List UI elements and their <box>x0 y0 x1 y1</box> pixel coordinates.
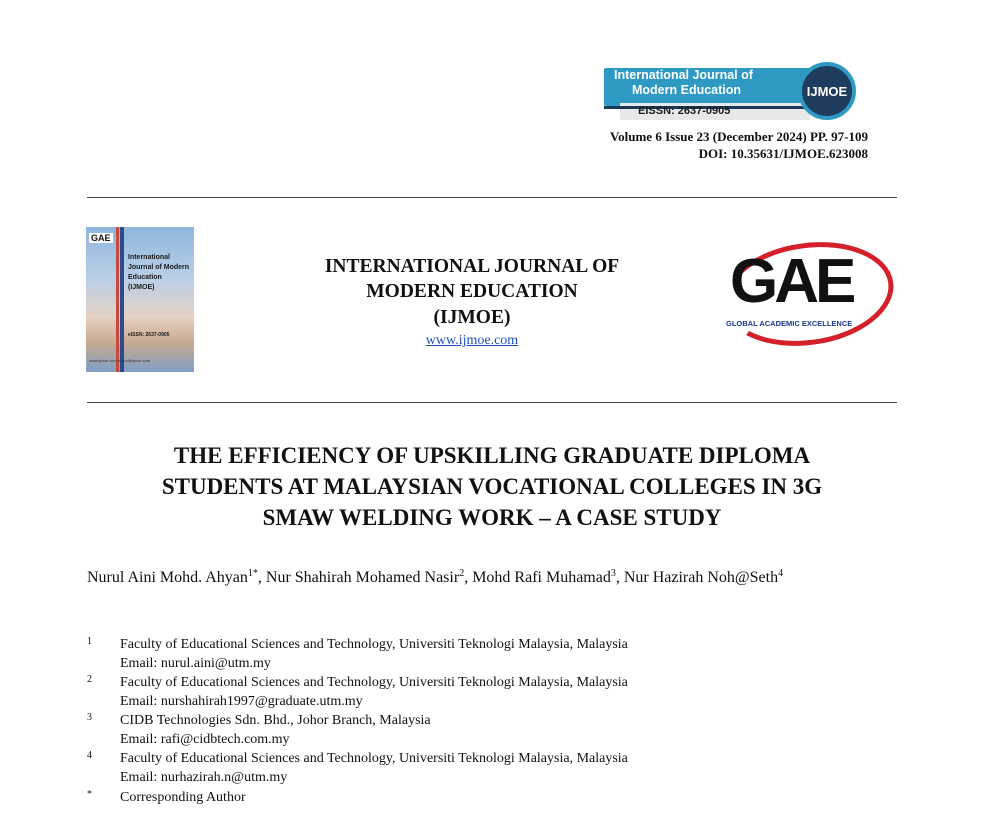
affiliation-email: Email: nurshahirah1997@graduate.utm.my <box>120 694 363 709</box>
badge-title-line2: Modern Education <box>632 83 742 97</box>
journal-title-line2: MODERN EDUCATION <box>366 281 578 302</box>
affiliation-number: 3 <box>87 712 92 723</box>
publisher-logo-subtitle: GLOBAL ACADEMIC EXCELLENCE <box>726 319 853 328</box>
paper-title-line1: THE EFFICIENCY OF UPSKILLING GRADUATE DIPLOMA <box>173 443 811 468</box>
badge-eissn: EISSN: 2637-0905 <box>638 105 731 117</box>
badge-acronym-circle <box>798 62 856 120</box>
cover-title: International Journal of Modern Education (IJMOE) <box>128 254 190 291</box>
cover-blue-band <box>120 227 124 372</box>
paper-title-line2: STUDENTS AT MALAYSIAN VOCATIONAL COLLEGES IN 3G <box>161 474 823 499</box>
cover-red-band <box>116 227 119 372</box>
author-superscript: 4 <box>778 568 784 579</box>
affiliation-text: Faculty of Educational Sciences and Technology, Universiti Teknologi Malaysia, Malaysia <box>120 637 628 652</box>
author-superscript: 3 <box>610 568 616 579</box>
top-divider <box>87 197 897 198</box>
affiliation-number: 4 <box>87 750 92 761</box>
author-name: Nur Hazirah Noh@Seth <box>623 569 779 586</box>
journal-website-link[interactable]: www.ijmoe.com <box>425 333 519 348</box>
affiliation-text: Faculty of Educational Sciences and Technology, Universiti Teknologi Malaysia, Malaysia <box>120 675 628 690</box>
affiliation-email: Email: rafi@cidbtech.com.my <box>120 732 290 747</box>
affiliation-email: Email: nurhazirah.n@utm.my <box>120 770 288 785</box>
journal-badge-logo <box>604 62 866 124</box>
affiliation-number: 2 <box>87 674 92 685</box>
corresponding-text: Corresponding Author <box>120 790 246 805</box>
volume-info: Volume 6 Issue 23 (December 2024) PP. 97-109 <box>609 129 868 144</box>
badge-acronym: IJMOE <box>806 83 848 99</box>
author-list: Nurul Aini Mohd. Ahyan$^{1*}$, Nur Shahirah Mohamed Nasir$^2$, Mohd Rafi Muhamad$^3$, Nur Hazirah Noh@Seth$^4$ <box>87 568 784 586</box>
cover-logo: GAE <box>91 233 111 243</box>
badge-title-line1: International Journal of <box>614 68 753 82</box>
author-name: Nurul Aini Mohd. Ahyan <box>87 569 248 586</box>
author-superscript: 1* <box>247 568 258 579</box>
cover-issn: eISSN: 2637-0905 <box>128 332 170 338</box>
author-name: Mohd Rafi Muhamad <box>472 569 611 586</box>
journal-title-line3: (IJMOE) <box>433 307 511 328</box>
affiliation-text: Faculty of Educational Sciences and Technology, Universiti Teknologi Malaysia, Malaysia <box>120 751 628 766</box>
cover-footer: www.ijmoe.com editor@ijmoe.com <box>89 358 151 363</box>
author-superscript: 2 <box>459 568 465 579</box>
corresponding-marker: * <box>87 789 92 800</box>
author-name: Nur Shahirah Mohamed Nasir <box>265 569 460 586</box>
affiliation-number: 1 <box>87 636 92 647</box>
publisher-logo-mark: GAE <box>730 247 853 316</box>
paper-title-line3: SMAW WELDING WORK – A CASE STUDY <box>262 505 722 530</box>
journal-title-line1: INTERNATIONAL JOURNAL OF <box>324 256 620 277</box>
doi-info: DOI: 10.35631/IJMOE.623008 <box>698 146 868 161</box>
affiliation-text: CIDB Technologies Sdn. Bhd., Johor Branch, Malaysia <box>120 713 431 728</box>
publisher-logo <box>722 243 898 347</box>
bottom-divider <box>87 402 897 403</box>
affiliation-email: Email: nurul.aini@utm.my <box>120 656 271 671</box>
paper-title <box>87 440 897 533</box>
journal-cover-image <box>86 227 194 372</box>
